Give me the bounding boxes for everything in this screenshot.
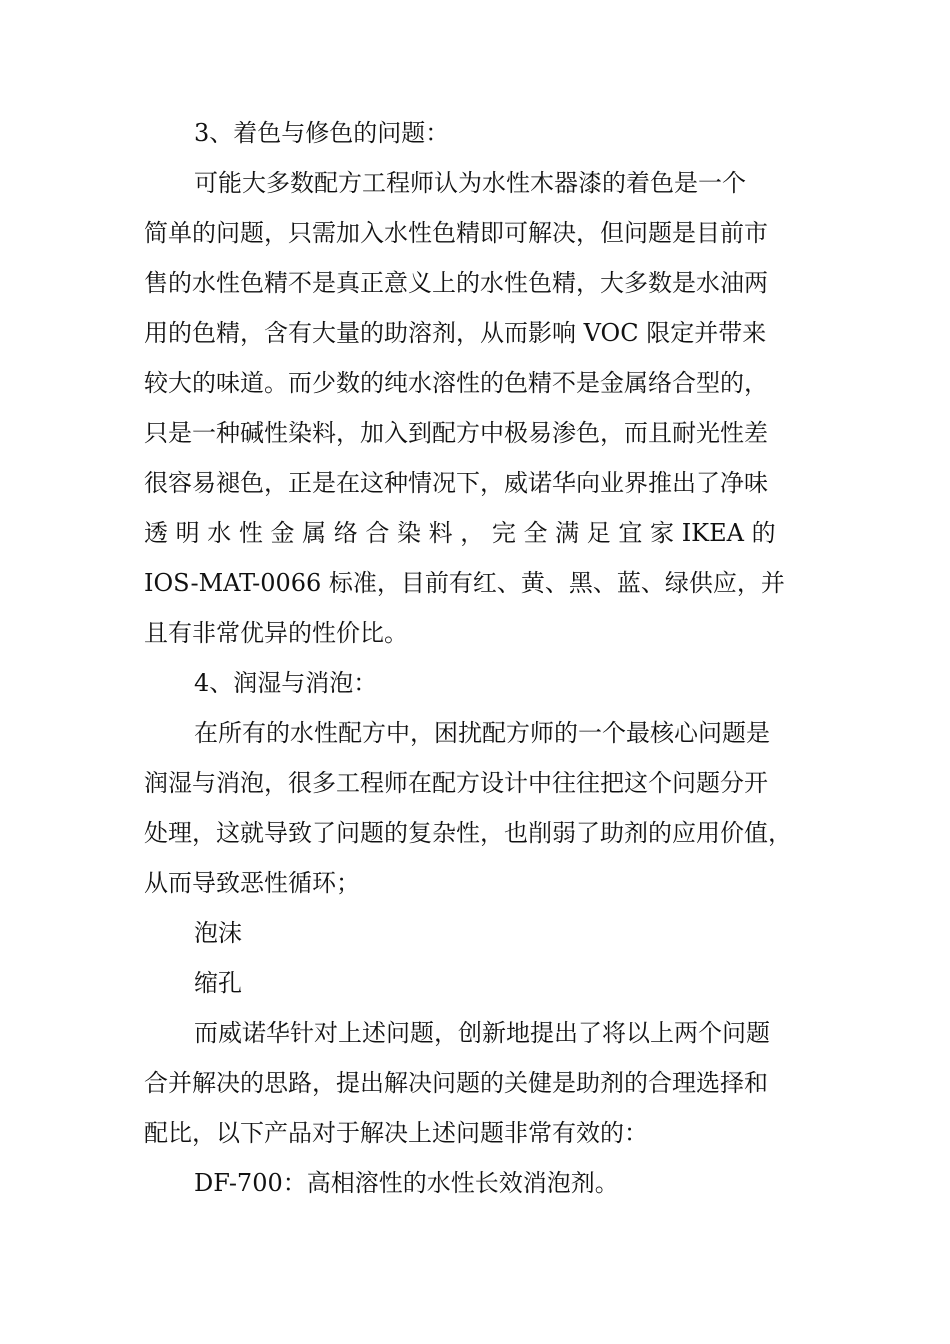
paragraph-line: 而威诺华针对上述问题，创新地提出了将以上两个问题 bbox=[194, 1019, 770, 1047]
paragraph-line: 较大的味道。而少数的纯水溶性的色精不是金属络合型的， bbox=[144, 369, 768, 397]
paragraph-line: 润湿与消泡，很多工程师在配方设计中往往把这个问题分开 bbox=[144, 769, 768, 797]
paragraph-line: 透 明 水 性 金 属 络 合 染 料 ， 完 全 满 足 宜 家 IKEA 的 bbox=[144, 519, 776, 547]
list-item: 缩孔 bbox=[194, 969, 242, 997]
paragraph-line: 售的水性色精不是真正意义上的水性色精，大多数是水油两 bbox=[144, 269, 768, 297]
paragraph-line: 可能大多数配方工程师认为水性木器漆的着色是一个 bbox=[194, 169, 746, 197]
paragraph-line: 处理，这就导致了问题的复杂性，也削弱了助剂的应用价值， bbox=[144, 819, 792, 847]
paragraph-line: 在所有的水性配方中，困扰配方师的一个最核心问题是 bbox=[194, 719, 770, 747]
paragraph-line: 从而导致恶性循环； bbox=[144, 869, 360, 897]
paragraph-line: IOS-MAT-0066 标准，目前有红、黄、黑、蓝、绿供应，并 bbox=[144, 569, 785, 597]
paragraph-line: 很容易褪色，正是在这种情况下，威诺华向业界推出了净味 bbox=[144, 469, 768, 497]
paragraph-line: 只是一种碱性染料，加入到配方中极易渗色，而且耐光性差 bbox=[144, 419, 768, 447]
paragraph-line: 合并解决的思路，提出解决问题的关健是助剂的合理选择和 bbox=[144, 1069, 768, 1097]
section-heading-wetting: 4、润湿与消泡： bbox=[194, 669, 378, 697]
section-heading-coloring: 3、着色与修色的问题： bbox=[194, 119, 450, 147]
list-item: 泡沫 bbox=[194, 919, 242, 947]
paragraph-line: 简单的问题，只需加入水性色精即可解决，但问题是目前市 bbox=[144, 219, 768, 247]
product-line: DF-700：高相溶性的水性长效消泡剂。 bbox=[194, 1169, 619, 1197]
paragraph-line: 配比，以下产品对于解决上述问题非常有效的： bbox=[144, 1119, 648, 1147]
paragraph-line: 用的色精，含有大量的助溶剂，从而影响 VOC 限定并带来 bbox=[144, 319, 767, 347]
paragraph-line: 且有非常优异的性价比。 bbox=[144, 619, 408, 647]
